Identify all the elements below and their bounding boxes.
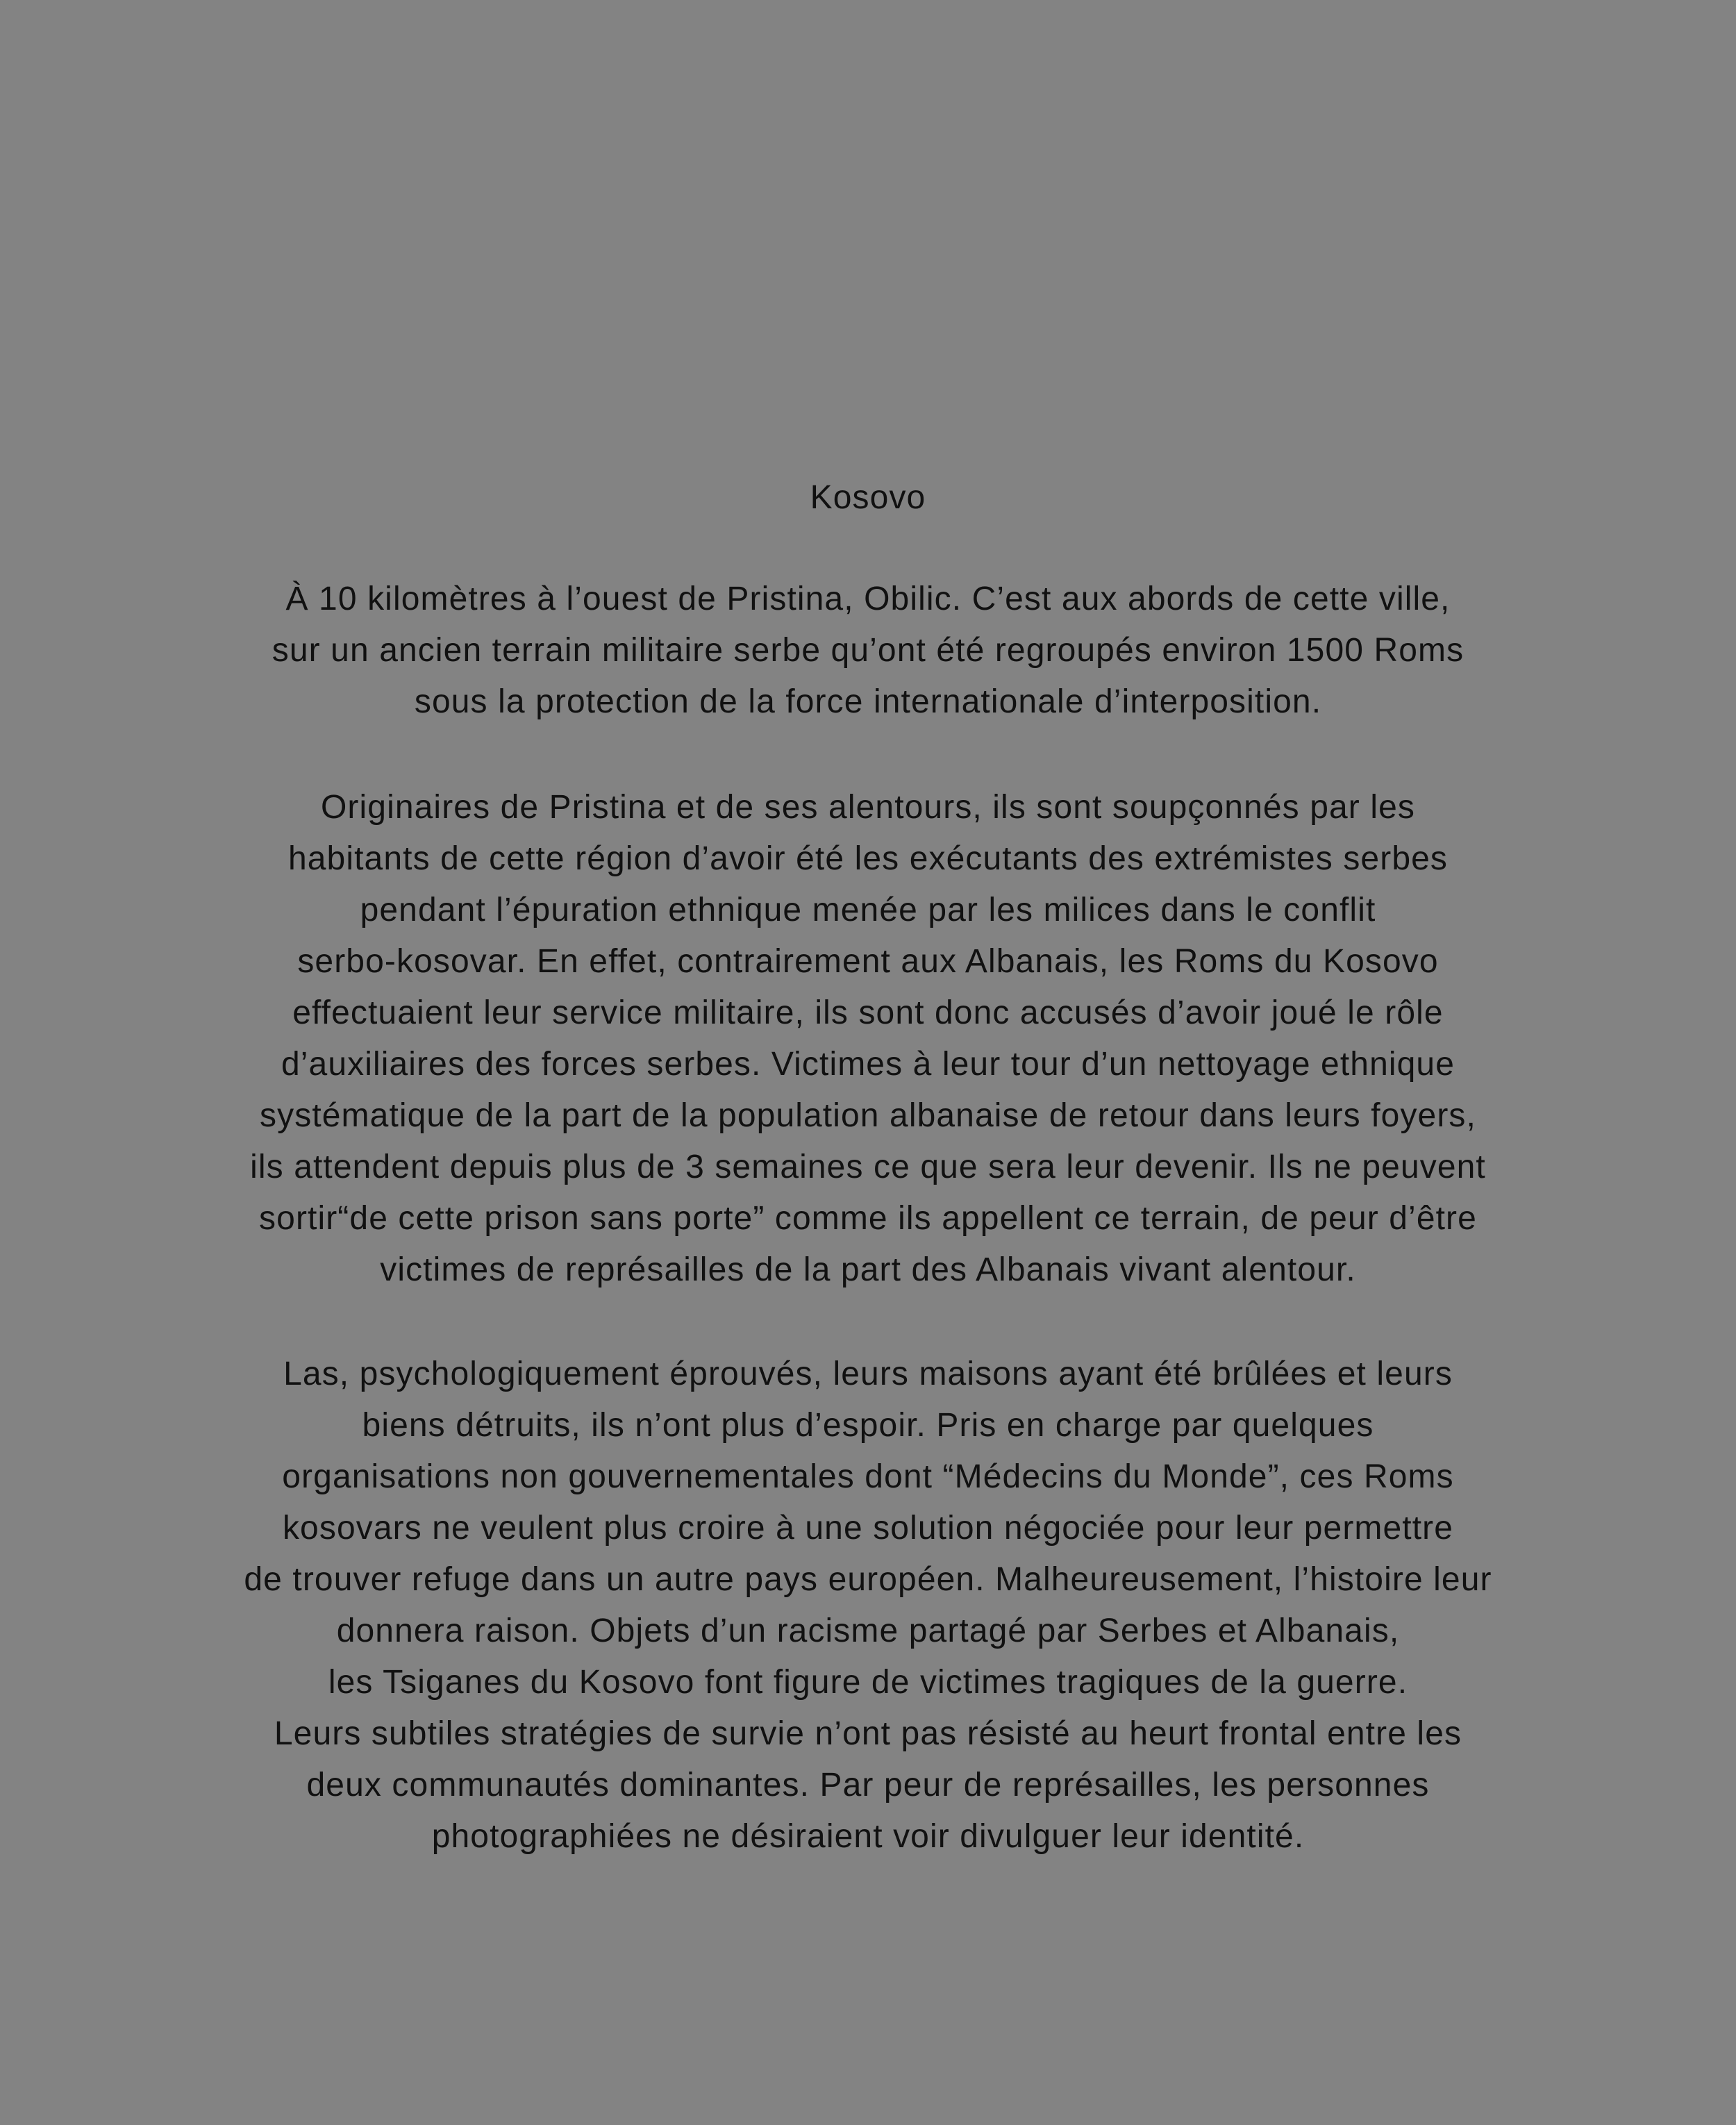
paragraph-line: Leurs subtiles stratégies de survie n’ont pas résisté au heurt frontal entre les (274, 1715, 1462, 1752)
title-text: Kosovo (810, 479, 926, 516)
document-title (69, 472, 1667, 524)
paragraph-line: systématique de la part de la population albanaise de retour dans leurs foyers, (260, 1097, 1476, 1134)
paragraph-1 (69, 574, 1667, 728)
paragraph-line: biens détruits, ils n’ont plus d’espoir. Pris en charge par quelques (362, 1407, 1374, 1444)
paragraph-line: kosovars ne veulent plus croire à une solution négociée pour leur permettre (282, 1510, 1454, 1547)
paragraph-line: habitants de cette région d’avoir été les exécutants des extrémistes serbes (287, 840, 1449, 877)
paragraph-line: donnera raison. Objets d’un racisme partagé par Serbes et Albanais, (336, 1612, 1400, 1649)
paragraph-line: victimes de représailles de la part des Albanais vivant alentour. (380, 1251, 1356, 1288)
paragraph-line: sortir“de cette prison sans porte” comme ils appellent ce terrain, de peur d’être (259, 1200, 1477, 1237)
paragraph-line: Las, psychologiquement éprouvés, leurs maisons ayant été brûlées et leurs (283, 1356, 1453, 1392)
paragraph-line: deux communautés dominantes. Par peur de représailles, les personnes (306, 1767, 1430, 1803)
paragraph-line: sous la protection de la force internationale d’interposition. (414, 683, 1322, 720)
paragraph-line: effectuaient leur service militaire, ils sont donc accusés d’avoir joué le rôle (292, 994, 1444, 1031)
paragraph-line: photographiées ne désiraient voir divulguer leur identité. (431, 1818, 1305, 1855)
paragraph-line: d’auxiliaires des forces serbes. Victimes à leur tour d’un nettoyage ethnique (281, 1046, 1455, 1083)
paragraph-line: sur un ancien terrain militaire serbe qu’ont été regroupés environ 1500 Roms (272, 632, 1464, 669)
paragraph-line: serbo-kosovar. En effet, contrairement aux Albanais, les Roms du Kosovo (297, 943, 1439, 980)
paragraph-line: pendant l’épuration ethnique menée par les milices dans le conflit (360, 892, 1376, 928)
paragraph-line: organisations non gouvernementales dont “Médecins du Monde”, ces Roms (282, 1458, 1454, 1495)
paragraph-line: Originaires de Pristina et de ses alentours, ils sont soupçonnés par les (321, 789, 1415, 826)
paragraph-line: de trouver refuge dans un autre pays européen. Malheureusement, l’histoire leur (244, 1561, 1492, 1598)
paragraph-3 (69, 1349, 1667, 1862)
paragraph-2 (69, 782, 1667, 1296)
paragraph-line: les Tsiganes du Kosovo font figure de victimes tragiques de la guerre. (328, 1664, 1408, 1701)
paragraph-line: À 10 kilomètres à l’ouest de Pristina, Obilic. C’est aux abords de cette ville, (285, 581, 1451, 617)
paragraph-line: ils attendent depuis plus de 3 semaines ce que sera leur devenir. Ils ne peuvent (250, 1149, 1486, 1185)
